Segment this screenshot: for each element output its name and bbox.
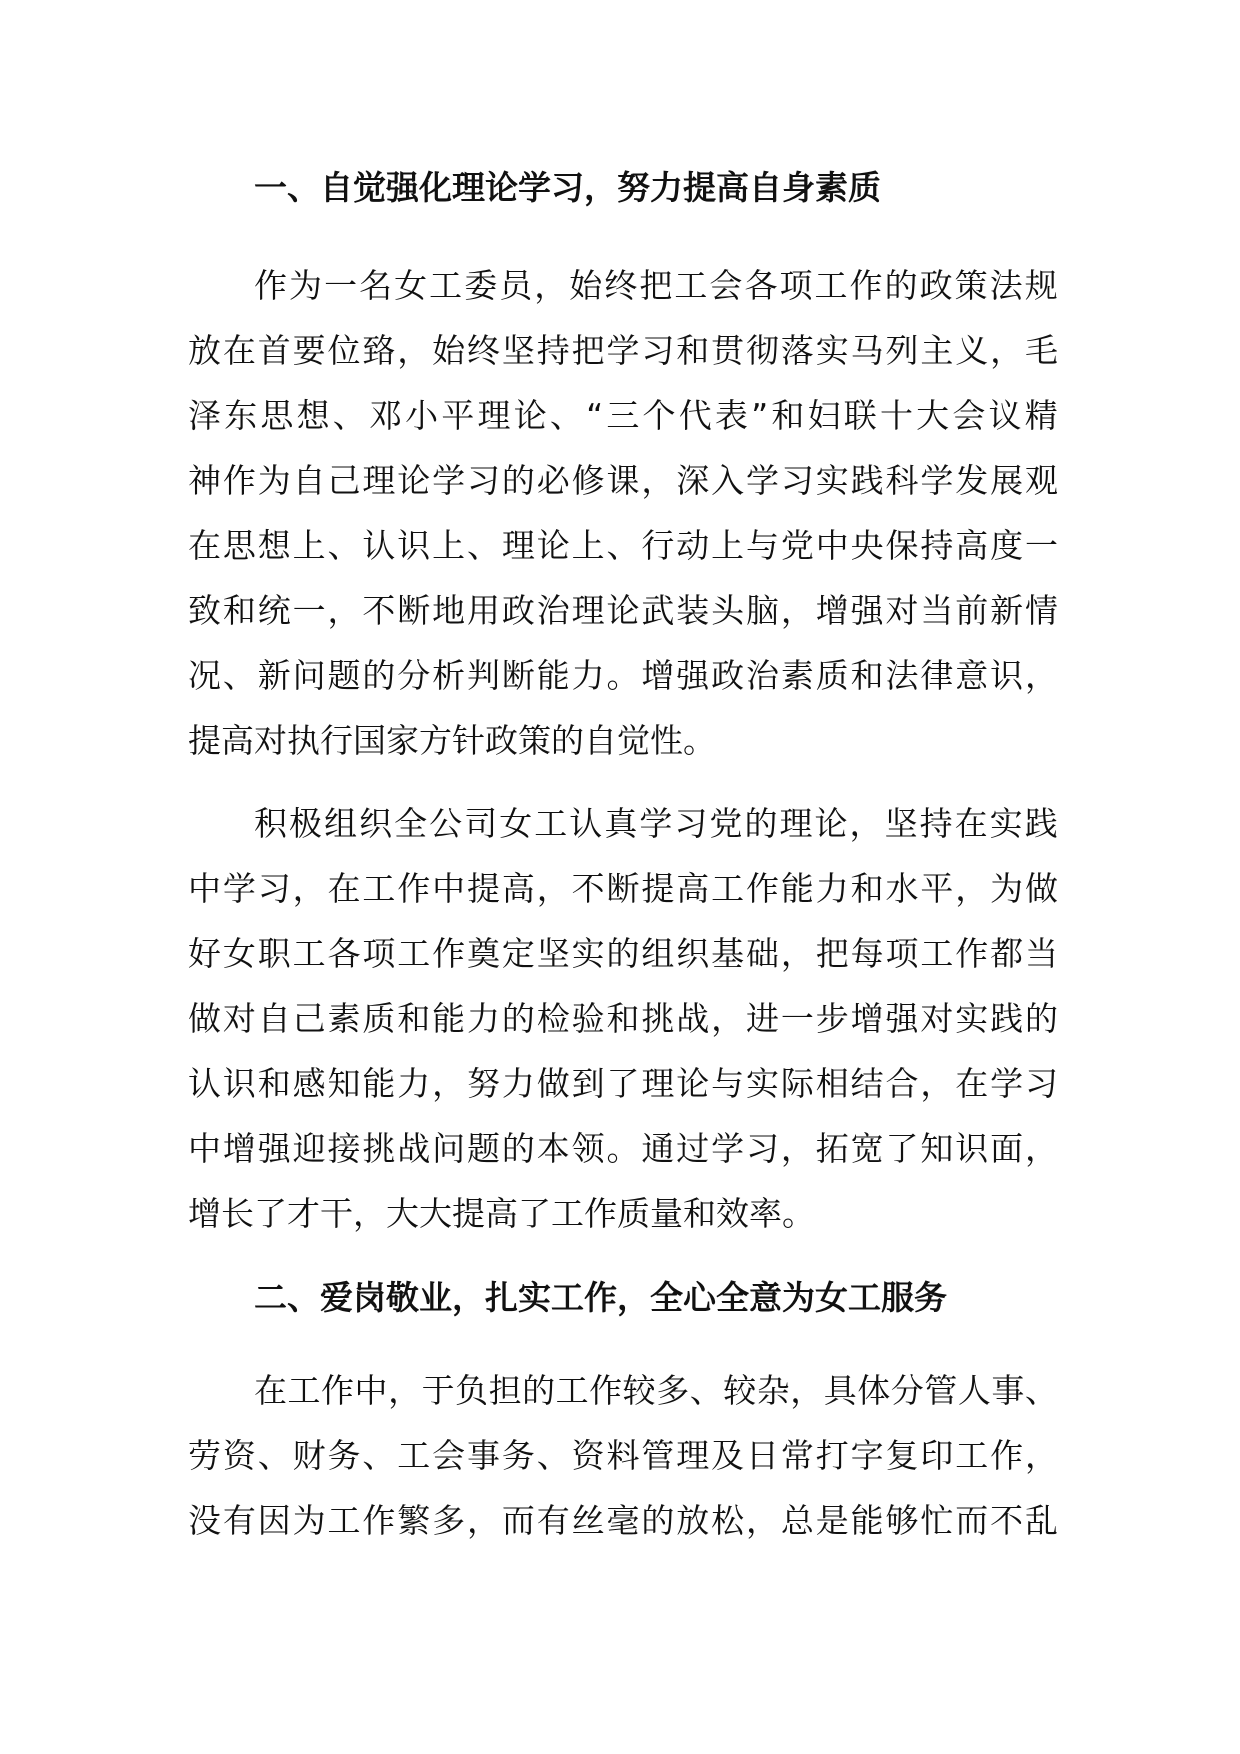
paragraph-line: 提高对执行国家方针政策的自觉性。	[188, 721, 716, 760]
paragraph-line: 增长了才干，大大提高了工作质量和效率。	[188, 1194, 815, 1233]
document-body	[188, 160, 1058, 1553]
section-heading-2: 二、爱岗敬业，扎实工作，全心全意为女工服务	[254, 1278, 947, 1317]
paragraph-line: 致 和 统 一 ， 不 断 地 用 政 治 理 论 武 装 头 脑 ， 增 强 对 当 前 新 情	[188, 591, 1058, 630]
paragraph-line: 劳 资 、 财 务 、 工 会 事 务 、 资 料 管 理 及 日 常 打 字 复 印 工 作 ，	[188, 1436, 1058, 1475]
paragraph-line: 没 有 因 为 工 作 繁 多 ， 而 有 丝 毫 的 放 松 ， 总 是 能 够 忙 而 不 乱	[188, 1501, 1058, 1540]
section-heading-1: 一、自觉强化理论学习，努力提高自身素质	[254, 168, 881, 207]
paragraph-line: 中 增 强 迎 接 挑 战 问 题 的 本 领 。 通 过 学 习 ， 拓 宽 了 知 识 面 ，	[188, 1129, 1058, 1168]
paragraph-line: 在 工 作 中 ， 于 负 担 的 工 作 较 多 、 较 杂 ， 具 体 分 管 人 事 、	[254, 1371, 1058, 1410]
paragraph-line: 神 作 为 自 己 理 论 学 习 的 必 修 课 ， 深 入 学 习 实 践 科 学 发 展 观	[188, 461, 1058, 500]
paragraph-line: 好 女 职 工 各 项 工 作 奠 定 坚 实 的 组 织 基 础 ， 把 每 项 工 作 都 当	[188, 934, 1058, 973]
paragraph-line: 作 为 一 名 女 工 委 员 ， 始 终 把 工 会 各 项 工 作 的 政 策 法 规	[254, 266, 1058, 305]
paragraph-line: 泽 东 思 想 、 邓 小 平 理 论 、 “ 三 个 代 表 ” 和 妇 联 十 大 会 议 精	[188, 396, 1058, 435]
paragraph-line: 中 学 习 ， 在 工 作 中 提 高 ， 不 断 提 高 工 作 能 力 和 水 平 ， 为 做	[188, 869, 1058, 908]
paragraph-line: 做 对 自 己 素 质 和 能 力 的 检 验 和 挑 战 ， 进 一 步 增 强 对 实 践 的	[188, 999, 1058, 1038]
paragraph-line: 在 思 想 上 、 认 识 上 、 理 论 上 、 行 动 上 与 党 中 央 保 持 高 度 一	[188, 526, 1058, 565]
paragraph-line: 况 、 新 问 题 的 分 析 判 断 能 力 。 增 强 政 治 素 质 和 法 律 意 识 ，	[188, 656, 1058, 695]
paragraph-line: 放 在 首 要 位 臵 ， 始 终 坚 持 把 学 习 和 贯 彻 落 实 马 列 主 义 ， 毛	[188, 331, 1058, 370]
paragraph-line: 积 极 组 织 全 公 司 女 工 认 真 学 习 党 的 理 论 ， 坚 持 在 实 践	[254, 804, 1058, 843]
paragraph-line: 认 识 和 感 知 能 力 ， 努 力 做 到 了 理 论 与 实 际 相 结 合 ， 在 学 习	[188, 1064, 1058, 1103]
